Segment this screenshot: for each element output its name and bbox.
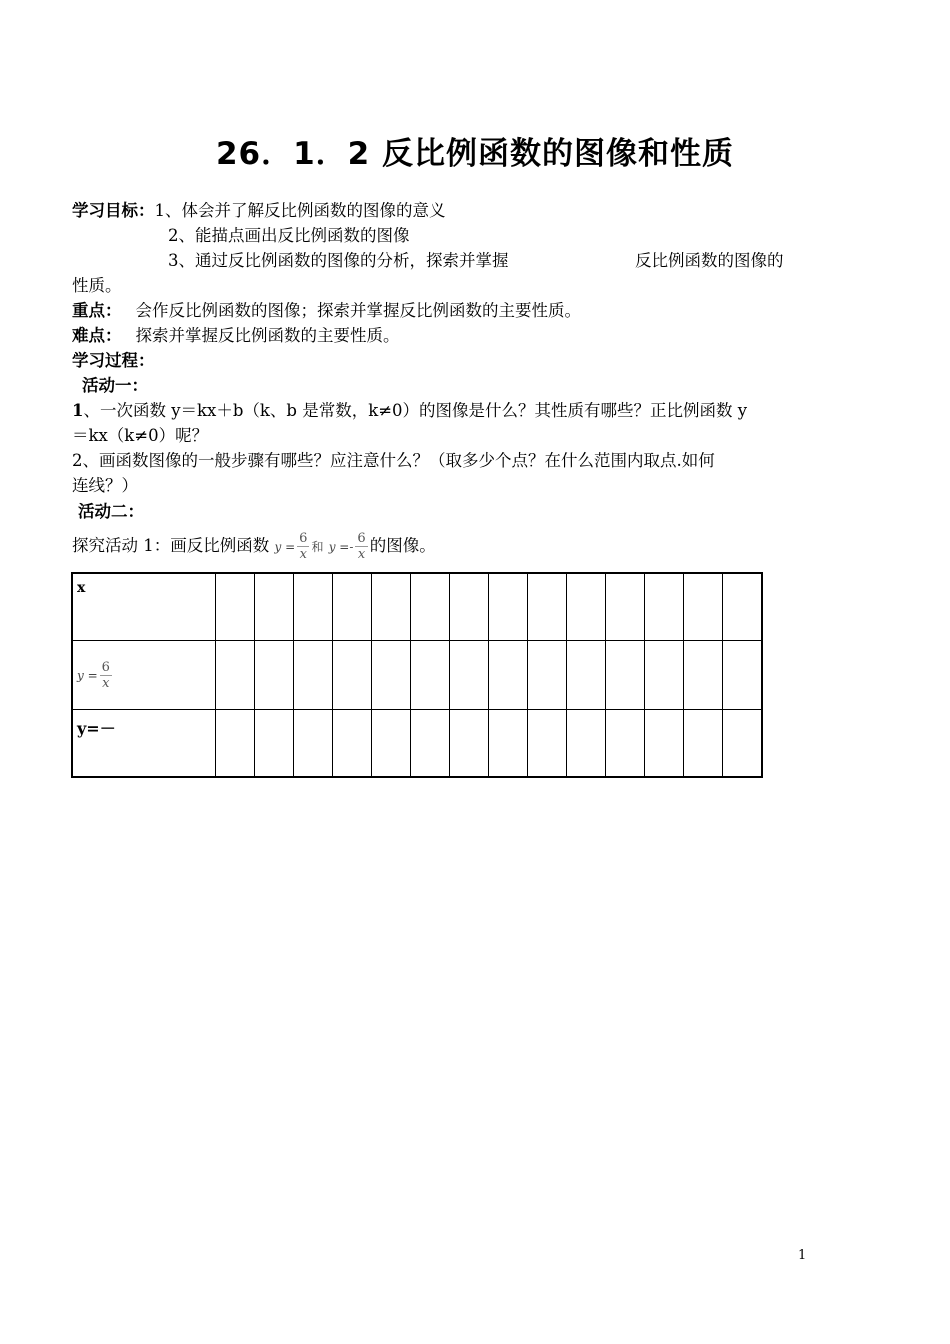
formula-1-fraction [297,531,309,562]
table-cell[interactable] [645,710,684,778]
difficulty [72,324,400,348]
table-cell[interactable] [567,573,606,641]
table-cell[interactable] [450,641,489,710]
q1-text: 、一次函数 y＝kx＋b（k、b 是常数，k≠0）的图像是什么？其性质有哪些？正比例函数 y [83,401,748,420]
table-row-x [72,573,762,641]
row-label-x: x [72,573,216,641]
goals-line-1 [72,199,446,223]
table-cell[interactable] [333,573,372,641]
goal-3c: 性质。 [72,276,122,295]
value-table [71,572,763,778]
table-cell[interactable] [372,710,411,778]
table-cell[interactable] [606,641,645,710]
table-cell[interactable] [411,710,450,778]
table-cell[interactable] [606,710,645,778]
table-cell[interactable] [255,641,294,710]
table-cell[interactable] [645,573,684,641]
table-cell[interactable] [723,573,763,641]
table-cell[interactable] [528,710,567,778]
row2-numerator: 6 [101,659,110,675]
table-cell[interactable] [216,641,255,710]
conjunction: 和 [311,540,324,554]
explore-prefix: 探究活动 1：画反比例函数 [72,536,270,555]
formula-2-fraction [355,531,367,562]
table-cell[interactable] [528,573,567,641]
key-point-label: 重点： [72,301,122,320]
table-cell[interactable] [333,641,372,710]
goal-1: 1、体会并了解反比例函数的图像的意义 [154,201,446,220]
row-label-y-negative: y=－ [72,710,216,778]
table-row-y-negative [72,710,762,778]
process-label: 学习过程： [72,351,155,370]
activity-1-q1-line1 [72,399,747,423]
formula-1-numerator: 6 [299,531,308,546]
key-point-text: 会作反比例函数的图像；探索并掌握反比例函数的主要性质。 [135,301,581,320]
formula-2-denominator: x [357,547,366,562]
table-cell[interactable] [489,641,528,710]
table-cell[interactable] [684,710,723,778]
activity-1-q2-line1: 2、画函数图像的一般步骤有哪些？应注意什么？（取多少个点？在什么范围内取点.如何 [72,451,715,470]
table-cell[interactable] [450,573,489,641]
difficulty-text: 探索并掌握反比例函数的主要性质。 [135,326,400,345]
activity-2-label: 活动二： [78,502,144,521]
activity-1-q1-line2: ＝kx（k≠0）呢？ [72,426,209,445]
table-cell[interactable] [684,641,723,710]
table-cell[interactable] [567,641,606,710]
formula-1-denominator: x [299,547,307,562]
table-cell[interactable] [255,573,294,641]
row2-fraction [100,660,112,691]
table-cell[interactable] [489,710,528,778]
activity-1-q2-line2: 连线？） [72,476,138,495]
activity-1-label: 活动一： [82,376,148,395]
goal-3b: 反比例函数的图像的 [635,251,784,270]
table-cell[interactable] [684,573,723,641]
page-number: 1 [798,1248,807,1263]
table-cell[interactable] [567,710,606,778]
difficulty-label: 难点： [72,326,122,345]
formula-1-lhs: y = [274,540,296,554]
explore-activity-line [72,526,436,567]
row2-denominator: x [102,675,110,691]
table-cell[interactable] [528,641,567,710]
goals-label: 学习目标： [72,201,155,220]
page-title: 26．1．2 反比例函数的图像和性质 [215,136,735,172]
row-label-y-positive [72,641,216,710]
table-cell[interactable] [294,641,333,710]
q1-number: 1 [72,401,84,420]
goal-3a: 3、通过反比例函数的图像的分析，探索并掌握 [168,251,509,270]
table-cell[interactable] [606,573,645,641]
table-cell[interactable] [723,710,763,778]
goal-2: 2、能描点画出反比例函数的图像 [168,226,410,245]
table-cell[interactable] [372,641,411,710]
table-cell[interactable] [645,641,684,710]
table-cell[interactable] [216,573,255,641]
table-row-y-positive [72,641,762,710]
table-cell[interactable] [489,573,528,641]
table-cell[interactable] [411,573,450,641]
formula-2-numerator: 6 [357,531,366,546]
explore-suffix: 的图像。 [369,536,436,555]
table-cell[interactable] [333,710,372,778]
table-cell[interactable] [723,641,763,710]
table-cell[interactable] [450,710,489,778]
table-cell[interactable] [294,573,333,641]
table-cell[interactable] [294,710,333,778]
table-cell[interactable] [411,641,450,710]
table-cell[interactable] [372,573,411,641]
row2-lhs: y = [77,668,98,682]
table-cell[interactable] [216,710,255,778]
formula-2-lhs: y =- [328,540,354,554]
table-cell[interactable] [255,710,294,778]
key-point [72,299,581,323]
